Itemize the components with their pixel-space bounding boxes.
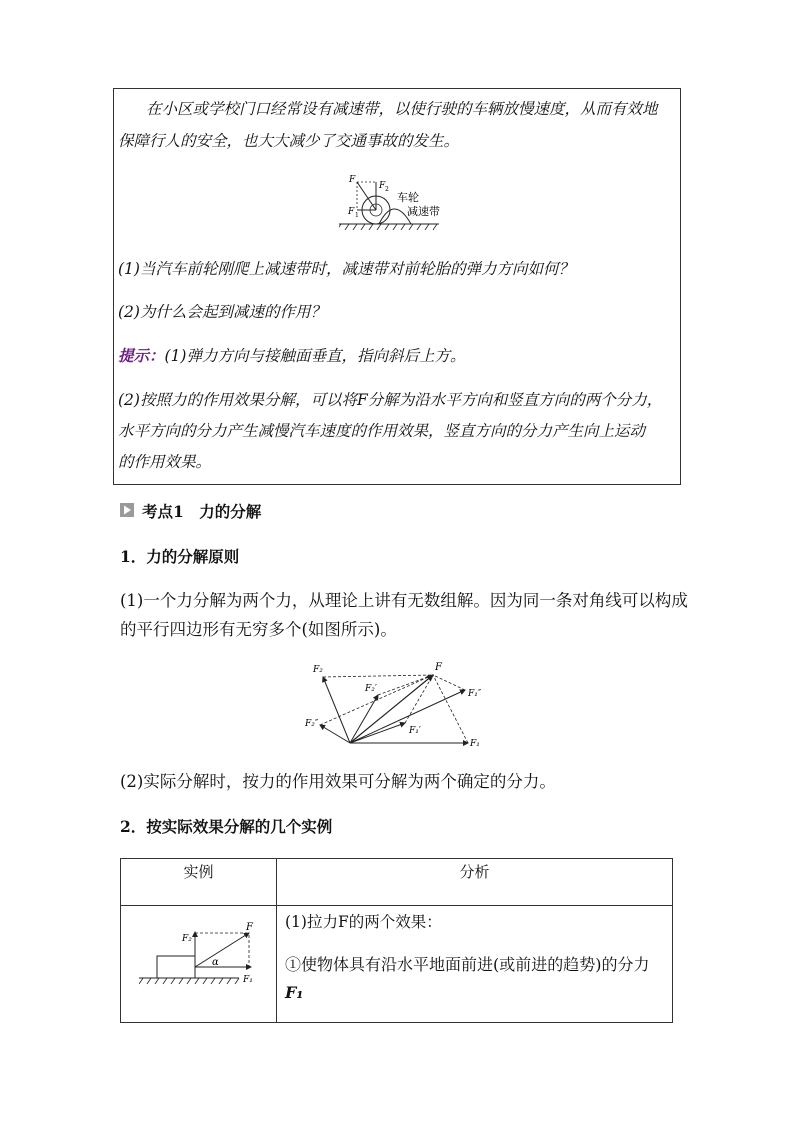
question-2: (2)为什么会起到减速的作用？ — [118, 303, 326, 321]
intro-line-2: 保障行人的安全，也大大减少了交通事故的发生。 — [118, 132, 460, 150]
intro-box — [113, 88, 681, 485]
fig3-label-alpha: α — [212, 957, 219, 968]
intro-line-1: 在小区或学校门口经常设有减速带，以使行驶的车辆放慢速度，从而有效地 — [146, 100, 658, 118]
table-row-analysis-cell — [277, 906, 673, 1023]
fig3-label-F: F — [246, 922, 253, 933]
answer-1 — [118, 342, 465, 370]
svg-text:1: 1 — [355, 212, 359, 219]
paragraph-2: (2)实际分解时，按力的作用效果可分解为两个确定的分力。 — [120, 772, 556, 791]
fig2-label-F2: F₂ — [313, 665, 323, 675]
answer-2-line-2: 水平方向的分力产生减慢汽车速度的作用效果，竖直方向的分力产生向上运动 — [118, 422, 646, 440]
table-row — [121, 906, 673, 1023]
hint-label: 提示： — [118, 346, 165, 365]
fig3-label-F2: F₂ — [182, 934, 192, 944]
fig2-label-F1pp: F₁″ — [468, 689, 482, 699]
svg-text:2: 2 — [385, 186, 389, 193]
fig2-label-F2p: F₂′ — [365, 684, 377, 694]
fig2-label-F1p: F₁′ — [409, 726, 421, 736]
examples-table — [120, 858, 673, 1023]
table-header-analysis: 分析 — [277, 859, 673, 906]
answer-1-text: (1)弹力方向与接触面垂直，指向斜后上方。 — [164, 347, 466, 365]
fig2-label-F: F — [435, 662, 442, 673]
answer-2-line-3: 的作用效果。 — [118, 453, 212, 471]
table-header-example: 实例 — [121, 859, 277, 906]
fig3-label-F1: F₁ — [243, 975, 253, 985]
analysis-line-1: (1)拉力F的两个效果： — [285, 913, 442, 931]
answer-2-line-1: (2)按照力的作用效果分解，可以将F分解为沿水平方向和竖直方向的两个分力， — [118, 391, 663, 409]
table-row-figure-cell — [121, 906, 277, 1023]
decomposition-figure — [305, 660, 495, 748]
section-title: 考点1 力的分解 — [142, 502, 262, 521]
fig1-label-wheel: 车轮 — [397, 191, 419, 204]
section-marker-icon — [120, 503, 134, 517]
analysis-line-2: ①使物体具有沿水平地面前进(或前进的趋势)的分力 — [285, 955, 650, 974]
wheel-bump-figure — [339, 174, 469, 239]
fig2-label-F1: F₁ — [470, 739, 480, 748]
question-1: (1)当汽车前轮刚爬上减速带时，减速带对前轮胎的弹力方向如何？ — [118, 260, 574, 278]
fig1-label-F1: F — [348, 207, 355, 217]
pull-force-figure — [139, 920, 264, 990]
fig1-label-F2: F — [379, 181, 386, 191]
paragraph-1-line-1: (1)一个力分解为两个力，从理论上讲有无数组解。因为同一条对角线可以构成 — [120, 591, 688, 610]
paragraph-1-line-2: 的平行四边形有无穷多个(如图所示)。 — [120, 620, 397, 639]
subheading-2: 2．按实际效果分解的几个实例 — [120, 817, 333, 836]
subheading-1: 1．力的分解原则 — [120, 547, 240, 566]
analysis-line-3: F₁ — [285, 983, 304, 1002]
table-header-row — [121, 859, 673, 906]
fig1-label-bump: 减速带 — [407, 205, 440, 218]
fig1-label-F: F — [349, 175, 356, 185]
fig2-label-F2pp: F₂″ — [305, 719, 319, 729]
